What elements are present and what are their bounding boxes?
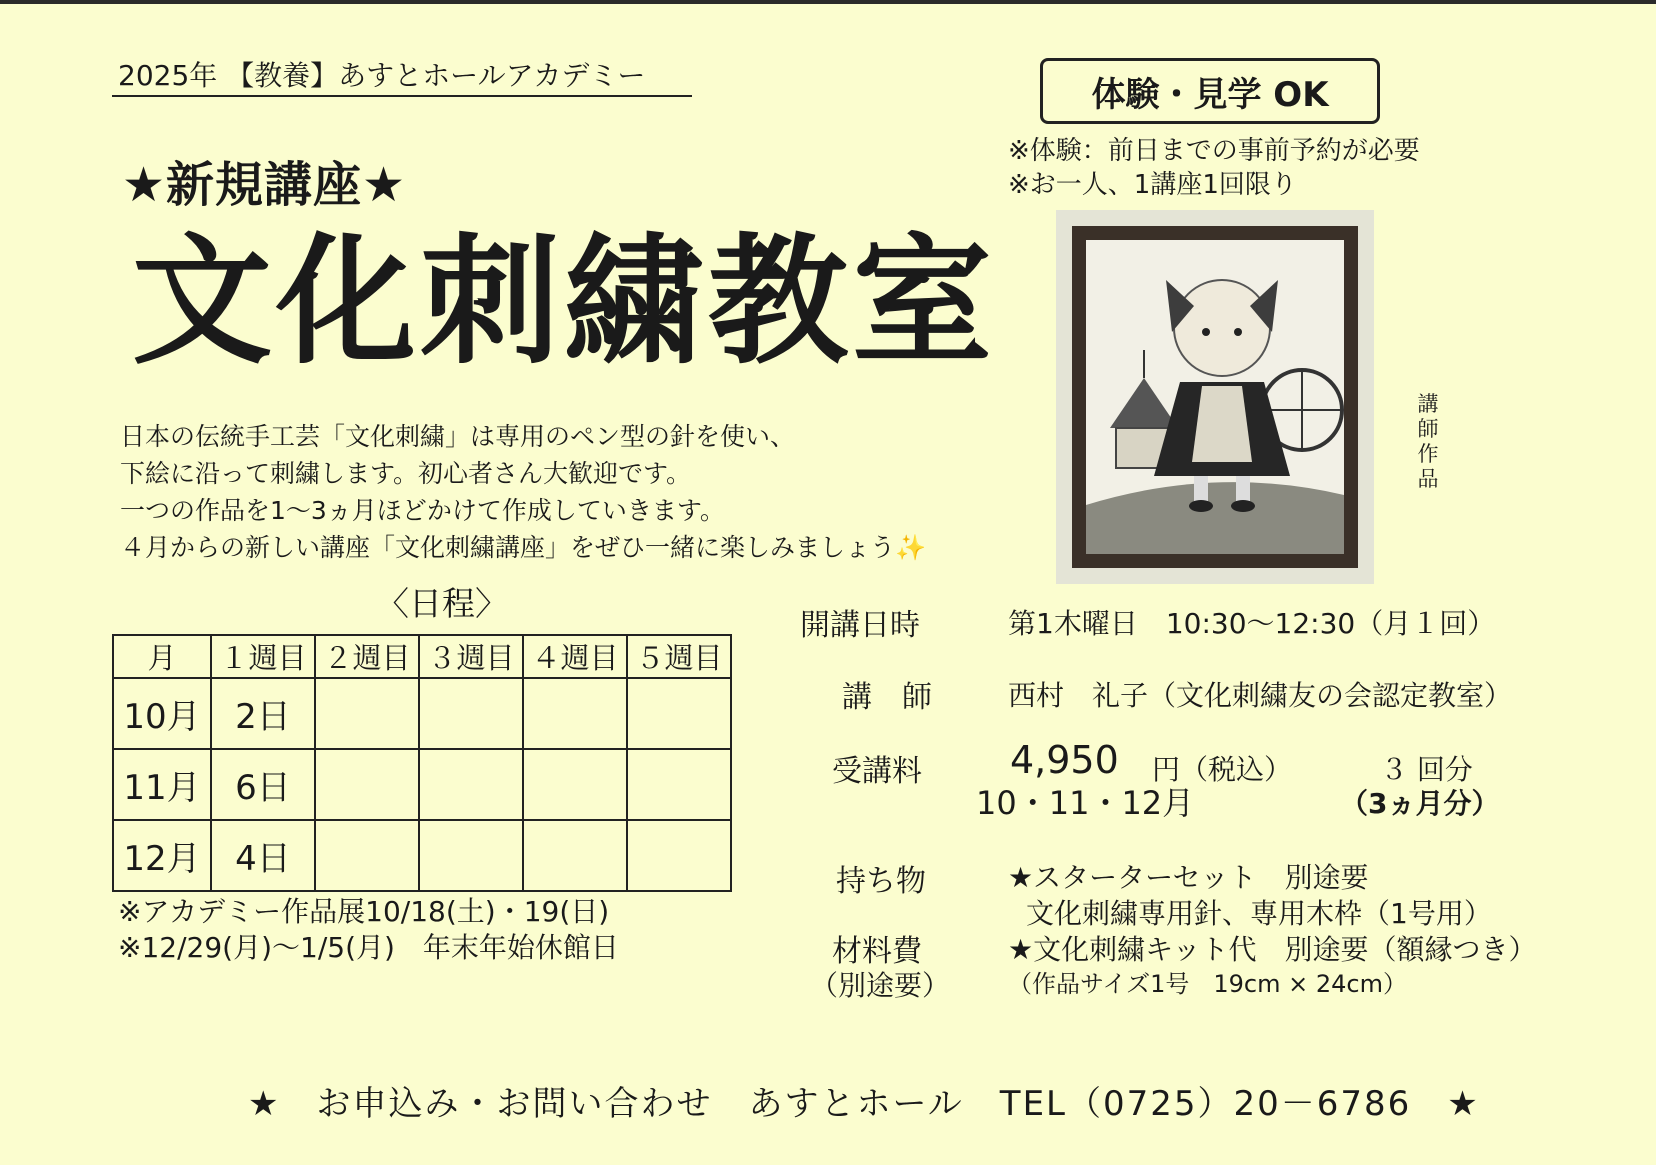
items-label: 持ち物 <box>836 864 926 899</box>
intro-line-2: 下絵に沿って刺繍します。初心者さん大歓迎です。 <box>120 459 692 488</box>
date-label: 開講日時 <box>800 608 920 643</box>
schedule-header-week2: ２週目 <box>315 635 419 678</box>
schedule-cell <box>523 678 627 749</box>
schedule-cell <box>419 820 523 891</box>
top-edge-line <box>0 0 1656 4</box>
intro-line-1: 日本の伝統手工芸「文化刺繍」は専用のペン型の針を使い、 <box>120 422 796 451</box>
fee-months: 10・11・12月 <box>976 784 1195 822</box>
schedule-note-1: ※アカデミー作品展10/18(土)・19(日) <box>118 895 610 928</box>
fee-count: ３ 回分 <box>1380 753 1473 786</box>
schedule-notes <box>118 894 619 966</box>
embroidery-picture <box>1056 210 1374 584</box>
table-row <box>113 749 731 820</box>
schedule-cell <box>523 749 627 820</box>
table-row <box>113 820 731 891</box>
schedule-table <box>112 634 732 892</box>
schedule-header-month: 月 <box>113 635 211 678</box>
schedule-cell <box>315 678 419 749</box>
intro-line-3: 一つの作品を1～3ヵ月ほどかけて作成していきます。 <box>120 496 725 525</box>
intro-text <box>120 418 926 566</box>
date-value: 第1木曜日 10:30～12:30（月１回） <box>1008 607 1496 640</box>
table-row <box>113 678 731 749</box>
trial-note-2: ※お一人、1講座1回限り <box>1008 170 1297 200</box>
schedule-header-week5: ５週目 <box>627 635 731 678</box>
schedule-cell <box>315 749 419 820</box>
schedule-cell <box>315 820 419 891</box>
schedule-cell <box>627 678 731 749</box>
header-text: 2025年 【教養】あすとホールアカデミー <box>118 59 646 92</box>
material-label: 材料費 <box>832 934 922 969</box>
material-sub: （別途要） <box>810 969 951 1002</box>
material-line-1: ★文化刺繍キット代 別途要（額縁つき） <box>1008 933 1537 966</box>
header-underline <box>112 95 692 97</box>
instructor-work-label: 講師作品 <box>1417 392 1439 491</box>
contact-footer: ★ お申込み・お問い合わせ あすとホール TEL（0725）20－6786 ★ <box>248 1084 1480 1124</box>
schedule-heading: 〈日程〉 <box>376 584 508 623</box>
schedule-cell: 10月 <box>113 678 211 749</box>
fee-label: 受講料 <box>832 754 922 789</box>
items-line-1: ★スターターセット 別途要 <box>1008 861 1369 894</box>
schedule-cell: 4日 <box>211 820 315 891</box>
material-line-2: （作品サイズ1号 19cm × 24cm） <box>1008 970 1407 998</box>
schedule-cell: 12月 <box>113 820 211 891</box>
schedule-header-week4: ４週目 <box>523 635 627 678</box>
schedule-cell <box>523 820 627 891</box>
page-title: 文化刺繍教室 <box>132 221 997 384</box>
schedule-note-2: ※12/29(月)～1/5(月) 年末年始休館日 <box>118 931 619 964</box>
schedule-header-week1: １週目 <box>211 635 315 678</box>
new-course-label: ★新規講座★ <box>122 157 407 213</box>
fee-unit: 円（税込） <box>1152 753 1293 786</box>
schedule-cell <box>419 678 523 749</box>
schedule-cell: 6日 <box>211 749 315 820</box>
fee-period: （3ヵ月分） <box>1340 787 1500 820</box>
fee-amount: 4,950 <box>1010 738 1119 782</box>
items-line-2: 文化刺繍専用針、専用木枠（1号用） <box>1026 897 1492 930</box>
trial-notes <box>1008 134 1420 202</box>
schedule-cell <box>627 820 731 891</box>
trial-badge: 体験・見学 OK <box>1040 58 1380 124</box>
instructor-work-photo <box>1056 210 1374 584</box>
schedule-cell: 2日 <box>211 678 315 749</box>
schedule-cell <box>627 749 731 820</box>
intro-line-4: ４月からの新しい講座「文化刺繍講座」をぜひ一緒に楽しみましょう✨ <box>120 533 927 562</box>
schedule-header-week3: ３週目 <box>419 635 523 678</box>
trial-note-1: ※体験：前日までの事前予約が必要 <box>1008 136 1420 166</box>
teacher-value: 西村 礼子（文化刺繍友の会認定教室） <box>1008 679 1513 712</box>
schedule-header-row <box>113 635 731 678</box>
schedule-cell: 11月 <box>113 749 211 820</box>
teacher-label: 講 師 <box>842 680 932 715</box>
schedule-cell <box>419 749 523 820</box>
